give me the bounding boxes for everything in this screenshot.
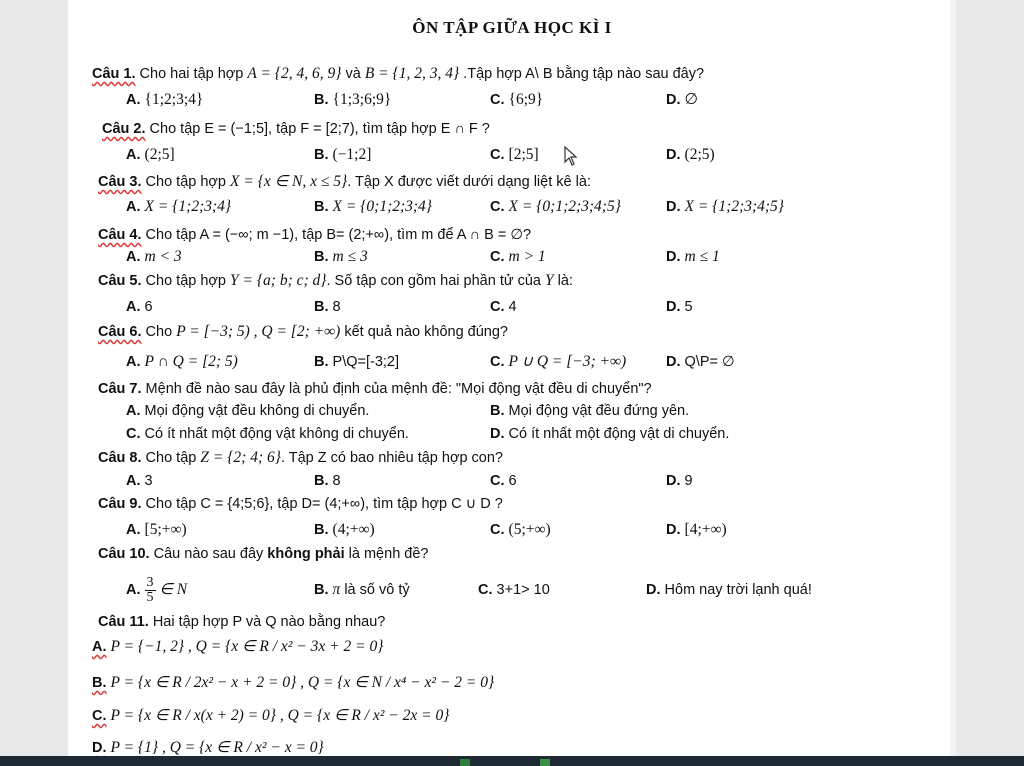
q7-option-a [126, 401, 369, 421]
fraction-numerator: 3 [146, 574, 154, 590]
q9-option-b [314, 520, 375, 540]
option-value: X = {1;2;3;4} [144, 198, 232, 215]
question-2 [102, 119, 490, 139]
question-7 [98, 379, 652, 399]
question-5-math: Y = {a; b; c; d} [230, 272, 327, 289]
q4-option-b [314, 247, 368, 267]
option-label: D. [666, 92, 681, 108]
option-label: A. [126, 522, 141, 538]
question-3-math: X = {x ∈ N, x ≤ 5} [230, 173, 348, 190]
option-label: B. [92, 675, 107, 691]
question-6-number: Câu 6. [98, 324, 142, 340]
option-value: Q\P= ∅ [684, 354, 735, 370]
option-value: (−1;2] [332, 146, 372, 163]
option-label: B. [314, 249, 329, 265]
pi-symbol: π [332, 581, 341, 598]
question-5-text-c: là: [553, 273, 573, 289]
option-value: (2;5) [684, 146, 715, 163]
option-value: (5;+∞) [508, 521, 551, 538]
q4-option-d [666, 247, 720, 267]
option-value: X = {0;1;2;3;4} [332, 198, 433, 215]
q8-option-c [490, 471, 517, 491]
option-value: 3 [144, 473, 153, 489]
option-label: A. [126, 199, 141, 215]
question-9-number: Câu 9. [98, 496, 142, 512]
question-6-math: P = [−3; 5) , Q = [2; +∞) [176, 323, 341, 340]
option-label: B. [314, 92, 329, 108]
document-title: ÔN TẬP GIỮA HỌC KÌ I [412, 18, 612, 37]
option-value: là số vô tỷ [340, 582, 410, 598]
option-label: C. [490, 92, 505, 108]
option-value: m ≤ 3 [332, 248, 368, 265]
option-value: Mọi động vật đều đứng yên. [508, 403, 690, 419]
q8-option-d [666, 471, 693, 491]
question-5-number: Câu 5. [98, 273, 142, 289]
question-9-text: Cho tập C = {4;5;6}, tập D= (4;+∞), tìm tập hợp C ∪ D ? [145, 496, 503, 512]
q9-option-d [666, 520, 727, 540]
option-value: Mọi động vật đều không di chuyển. [144, 403, 370, 419]
question-10-text-b: là mệnh đề? [344, 546, 429, 562]
question-1-text-b: và [341, 66, 365, 82]
option-value: 6 [144, 299, 153, 315]
option-value: Hôm nay trời lạnh quá! [664, 582, 812, 598]
question-8-text: Cho tập [145, 450, 201, 466]
option-label: B. [490, 403, 505, 419]
option-value: 5 [684, 299, 693, 315]
option-value: P = {−1, 2} , Q = {x ∈ R / x² − 3x + 2 = 0} [110, 638, 384, 655]
q10-option-b [314, 572, 410, 608]
option-value: m > 1 [508, 248, 546, 265]
q8-option-a [126, 471, 153, 491]
option-label: C. [490, 473, 505, 489]
q9-option-c [490, 520, 551, 540]
question-10-number: Câu 10. [98, 546, 150, 562]
question-1 [92, 64, 704, 84]
taskbar-app-icon[interactable] [540, 759, 550, 766]
option-label: B. [314, 473, 329, 489]
q5-option-c [490, 297, 517, 317]
question-8-text-b: . Tập Z có bao nhiêu tập hợp con? [280, 450, 503, 466]
option-value: {6;9} [508, 91, 544, 108]
q7-option-c [126, 424, 409, 444]
option-value: Có ít nhất một động vật di chuyển. [508, 426, 730, 442]
q11-option-b [92, 673, 494, 693]
question-7-number: Câu 7. [98, 381, 142, 397]
option-value: P\Q=[-3;2] [332, 354, 400, 370]
option-value: ∈ N [155, 581, 188, 598]
q3-option-a [126, 197, 231, 217]
q2-option-c [490, 145, 539, 165]
question-8 [98, 448, 503, 468]
option-value: P = {1} , Q = {x ∈ R / x² − x = 0} [110, 739, 324, 756]
q7-option-d [490, 424, 729, 444]
option-value: m ≤ 1 [684, 248, 720, 265]
question-1-number: Câu 1. [92, 66, 136, 82]
option-label: C. [490, 147, 505, 163]
option-value: ∅ [684, 91, 699, 108]
question-4-text: Cho tập A = (−∞; m −1), tập B= (2;+∞), tìm m để A ∩ B = ∅? [145, 227, 532, 243]
option-value: 9 [684, 473, 693, 489]
option-label: A. [126, 249, 141, 265]
option-label: A. [126, 92, 141, 108]
option-value: 4 [508, 299, 517, 315]
option-value: m < 3 [144, 248, 182, 265]
q1-option-c [490, 90, 543, 110]
option-label: B. [314, 299, 329, 315]
taskbar-app-icon[interactable] [460, 759, 470, 766]
option-value: P ∩ Q = [2; 5) [144, 353, 238, 370]
q5-option-d [666, 297, 693, 317]
question-4-number: Câu 4. [98, 227, 142, 243]
option-value: 3+1> 10 [496, 582, 550, 598]
question-8-math: Z = {2; 4; 6} [200, 449, 281, 466]
question-1-text: Cho hai tập hợp [139, 66, 248, 82]
option-label: B. [314, 522, 329, 538]
question-3 [98, 172, 591, 192]
option-label: A. [126, 299, 141, 315]
question-5-var: Y [544, 272, 554, 289]
question-1-math-a: A = {2, 4, 6, 9} [247, 65, 342, 82]
q9-option-a [126, 520, 187, 540]
question-3-text-b: . Tập X được viết dưới dạng liệt kê là: [347, 174, 591, 190]
option-label: C. [92, 708, 107, 724]
q6-option-d [666, 352, 735, 372]
option-label: A. [126, 147, 141, 163]
q8-option-b [314, 471, 341, 491]
q11-option-a [92, 637, 383, 657]
option-label: A. [126, 582, 141, 598]
option-value: P ∪ Q = [−3; +∞) [508, 353, 627, 370]
option-label: C. [490, 299, 505, 315]
option-label: D. [490, 426, 505, 442]
question-6 [98, 322, 508, 342]
option-label: A. [126, 354, 141, 370]
option-value: {1;2;3;4} [144, 91, 204, 108]
option-value: X = {0;1;2;3;4;5} [508, 198, 621, 215]
option-value: X = {1;2;3;4;5} [684, 198, 785, 215]
question-10-text: Câu nào sau đây [153, 546, 268, 562]
option-label: C. [126, 426, 141, 442]
q5-option-b [314, 297, 341, 317]
option-label: D. [666, 473, 681, 489]
option-label: C. [490, 249, 505, 265]
q2-option-d [666, 145, 715, 165]
question-9 [98, 494, 503, 514]
question-2-number: Câu 2. [102, 121, 146, 137]
question-2-text: Cho tập E = (−1;5], tập F = [2;7), tìm tập hợp E ∩ F ? [149, 121, 490, 137]
option-label: D. [666, 354, 681, 370]
question-11-text: Hai tập hợp P và Q nào bằng nhau? [152, 614, 386, 630]
option-value: Có ít nhất một động vật không di chuyển. [144, 426, 409, 442]
option-label: B. [314, 582, 329, 598]
q4-option-c [490, 247, 546, 267]
question-11 [98, 612, 385, 632]
option-label: B. [314, 199, 329, 215]
q7-option-b [490, 401, 689, 421]
option-value: 8 [332, 473, 341, 489]
question-4 [98, 225, 531, 245]
q2-option-a [126, 145, 175, 165]
q3-option-b [314, 197, 432, 217]
option-label: B. [314, 147, 329, 163]
q1-option-b [314, 90, 391, 110]
option-label: A. [92, 639, 107, 655]
option-label: D. [92, 740, 107, 756]
option-value: (2;5] [144, 146, 175, 163]
question-7-text: Mệnh đề nào sau đây là phủ định của mệnh đề: "Mọi động vật đều di chuyển"? [145, 381, 652, 397]
mouse-pointer-icon [564, 146, 578, 171]
option-label: D. [666, 199, 681, 215]
option-label: C. [478, 582, 493, 598]
q1-option-d [666, 90, 698, 110]
q11-option-d [92, 738, 324, 756]
q10-option-c [478, 572, 550, 608]
question-8-number: Câu 8. [98, 450, 142, 466]
q1-option-a [126, 90, 203, 110]
question-6-text: Cho [145, 324, 177, 340]
option-value: [5;+∞) [144, 521, 187, 538]
option-label: C. [490, 522, 505, 538]
q3-option-d [666, 197, 784, 217]
option-value: (4;+∞) [332, 521, 375, 538]
q6-option-a [126, 352, 238, 372]
question-3-number: Câu 3. [98, 174, 142, 190]
fraction-denominator: 5 [146, 589, 154, 605]
option-label: D. [646, 582, 661, 598]
option-value: 8 [332, 299, 341, 315]
option-label: D. [666, 249, 681, 265]
question-3-text: Cho tập hợp [145, 174, 231, 190]
question-1-math-b: B = {1, 2, 3, 4} [364, 65, 460, 82]
q2-option-b [314, 145, 371, 165]
q11-option-c [92, 706, 449, 726]
option-label: D. [666, 147, 681, 163]
option-value: P = {x ∈ R / 2x² − x + 2 = 0} , Q = {x ∈ N / x⁴ − x² − 2 = 0} [110, 674, 495, 691]
q4-option-a [126, 247, 182, 267]
fraction [145, 576, 156, 605]
option-label: D. [666, 299, 681, 315]
question-1-text-c: .Tập hợp A\ B bằng tập nào sau đây? [459, 66, 705, 82]
option-label: A. [126, 473, 141, 489]
question-6-text-b: kết quả nào không đúng? [340, 324, 508, 340]
q5-option-a [126, 297, 153, 317]
q6-option-b [314, 352, 399, 372]
option-label: C. [490, 354, 505, 370]
option-label: C. [490, 199, 505, 215]
option-value: [2;5] [508, 146, 539, 163]
option-value: [4;+∞) [684, 521, 727, 538]
document-page [68, 0, 956, 756]
question-10-emphasis: không phải [267, 546, 345, 562]
q6-option-c [490, 352, 626, 372]
question-5-text: Cho tập hợp [145, 273, 231, 289]
q10-option-d [646, 572, 812, 608]
option-label: B. [314, 354, 329, 370]
option-label: A. [126, 403, 141, 419]
option-value: {1;3;6;9} [332, 91, 392, 108]
q3-option-c [490, 197, 621, 217]
q10-option-a [126, 572, 187, 608]
question-11-number: Câu 11. [98, 614, 149, 630]
option-value: 6 [508, 473, 517, 489]
page-edge [950, 0, 956, 756]
question-5-text-b: . Số tập con gồm hai phần tử của [326, 273, 545, 289]
question-10 [98, 544, 428, 564]
question-5 [98, 271, 573, 291]
taskbar [0, 756, 1024, 766]
option-value: P = {x ∈ R / x(x + 2) = 0} , Q = {x ∈ R / x² − 2x = 0} [110, 707, 450, 724]
option-label: D. [666, 522, 681, 538]
